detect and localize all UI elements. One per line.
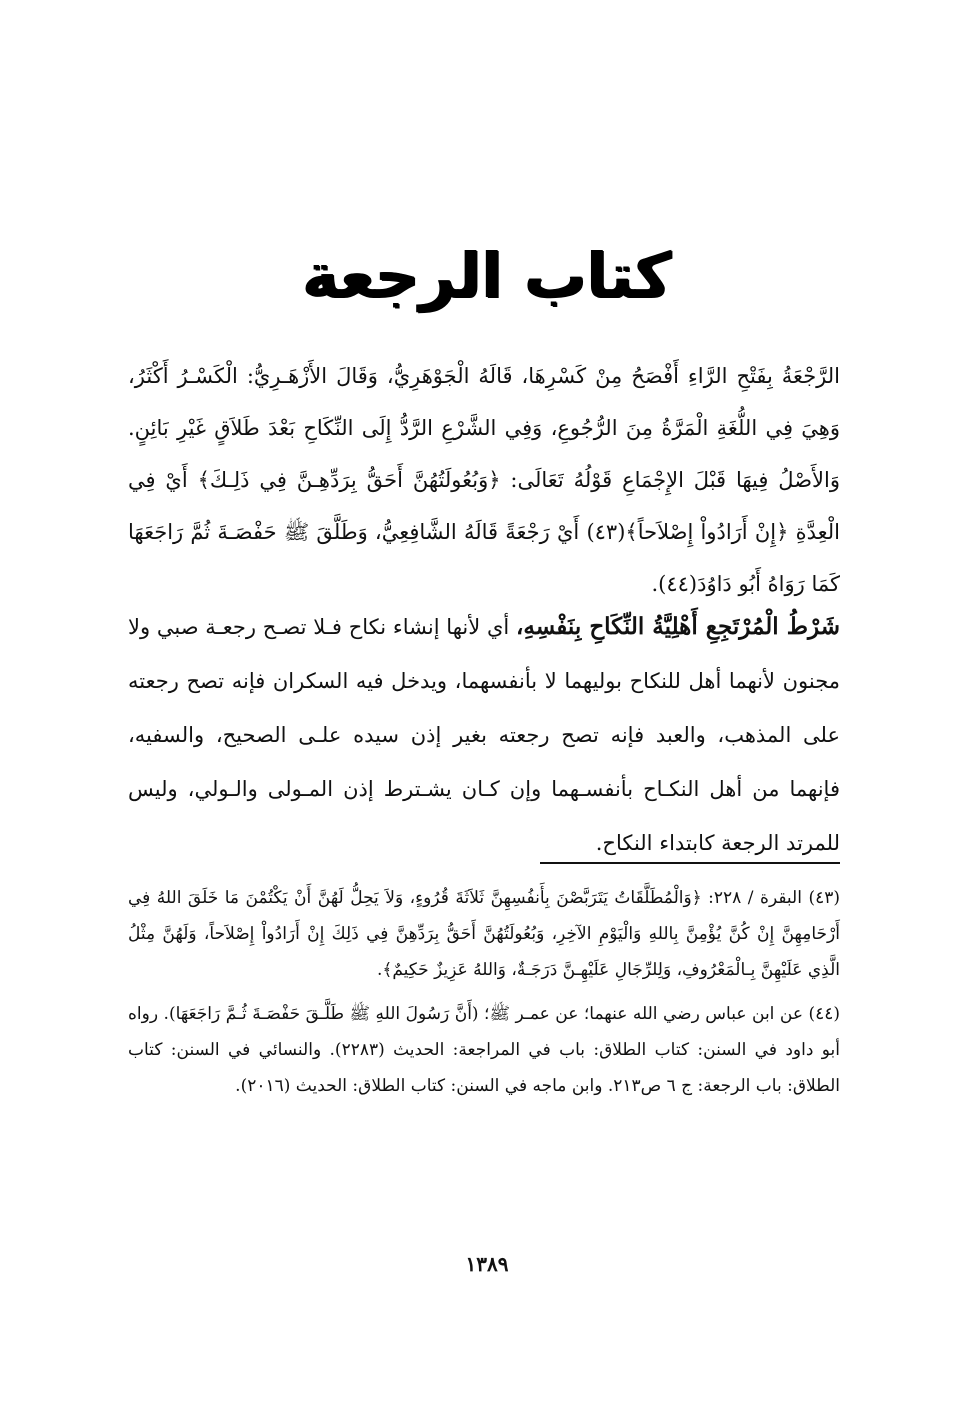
paragraph-conditions-lead: شَرْطُ الْمُرْتَجِعِ أَهْلِيَّةُ النِّكَاحِ بِنَفْسِهِ، xyxy=(515,613,840,640)
chapter-title: كتاب الرجعة xyxy=(302,239,672,312)
paragraph-conditions-text: أي لأنها إنشاء نكاح فـلا تصـح رجعـة صبي ولا مجنون لأنهما أهل للنكاح بوليهما لا بأنفسهما، ويدخل فيه السكران فإنه تصح رجعته على المذهب، والعبد فإنه تصح رجعته بغير إذن سيده علـى الصحيح، والسفيه، فإنهما من أهل النكـاح بأنفسـهما وإن كـان يشـترط إذن المـولى والـولي، وليس للمرتد الرجعة كابتداء النكاح. xyxy=(128,615,840,855)
footnotes xyxy=(128,880,840,1112)
footnote-43: (٤٣) البقرة / ٢٢٨: ﴿وَالْمُطَلَّقَاتُ يَتَرَبَّصْنَ بِأَنفُسِهِنَّ ثَلاَثَةَ قُرُوءٍ، وَلاَ يَحِلُّ لَهُنَّ أَنْ يَكْتُمْنَ مَا خَلَقَ اللهُ فِي أَرْحَامِهِنَّ إِنْ كُنَّ يُؤْمِنَّ بِاللهِ وَالْيَوْمِ الآخِرِ، وَبُعُولَتُهُنَّ أَحَقُّ بِرَدِّهِنَّ فِي ذَلِكَ إِنْ أَرَادُواْ إِصْلاَحاً، وَلَهُنَّ مِثْلُ الَّذِي عَلَيْهِنَّ بِـالْمَعْرُوفِ، وَلِلرِّجَالِ عَلَيْهِـنَّ دَرَجَـةٌ، وَاللهُ عَزِيزٌ حَكِيمٌ﴾. xyxy=(128,888,840,980)
footnote-44: (٤٤) عن ابن عباس رضي الله عنهما؛ عن عمـر ﷺ؛ (أَنَّ رَسُولَ اللهِ ﷺ طَلَّـقَ حَفْصَـةَ ثُـمَّ رَاجَعَهَا). رواه أبو داود في السنن: كتاب الطلاق: باب في المراجعة: الحديث (٢٢٨٣). والنسائي في السنن: كتاب الطلاق: باب الرجعة: ج ٦ ص٢١٣. وابن ماجه في السنن: كتاب الطلاق: الحديث (٢٠١٦). xyxy=(128,1004,840,1096)
paragraph-conditions xyxy=(128,600,840,870)
footnote-separator xyxy=(540,862,840,864)
page-number: ١٣٨٩ xyxy=(465,1252,509,1276)
paragraph-definition: الرَّجْعَةُ بِفَتْحِ الرَّاءِ أَفْصَحُ مِنْ كَسْرِهَا، قَالَهُ الْجَوْهَرِيُّ، وَقَالَ الأَزْهَـرِيُّ: الْكَسْـرُ أَكْثَرُ، وَهِيَ فِي اللُّغَةِ الْمَرَّةُ مِنَ الرُّجُوعِ، وَفِي الشَّرْعِ الرَّدُّ إِلَى النِّكَاحِ بَعْدَ طَلاَقٍ غَيْرِ بَائِنٍ. وَالأَصْلُ فِيهَا قَبْلَ الإِجْمَاعِ قَوْلُهُ تَعَالَى: ﴿وَبُعُولَتُهُنَّ أَحَقُّ بِرَدِّهِـنَّ فِي ذَلِـكَ﴾ أَيْ فِي الْعِدَّةِ ﴿إِنْ أَرَادُواْ إِصْلاَحاً﴾(٤٣) أَيْ رَجْعَةً قَالَهُ الشَّافِعِيُّ، وَطَلَّقَ ﷺ حَفْصَـةَ ثُمَّ رَاجَعَهَا كَمَا رَوَاهُ أَبُو دَاوُدَ(٤٤). xyxy=(128,364,840,596)
